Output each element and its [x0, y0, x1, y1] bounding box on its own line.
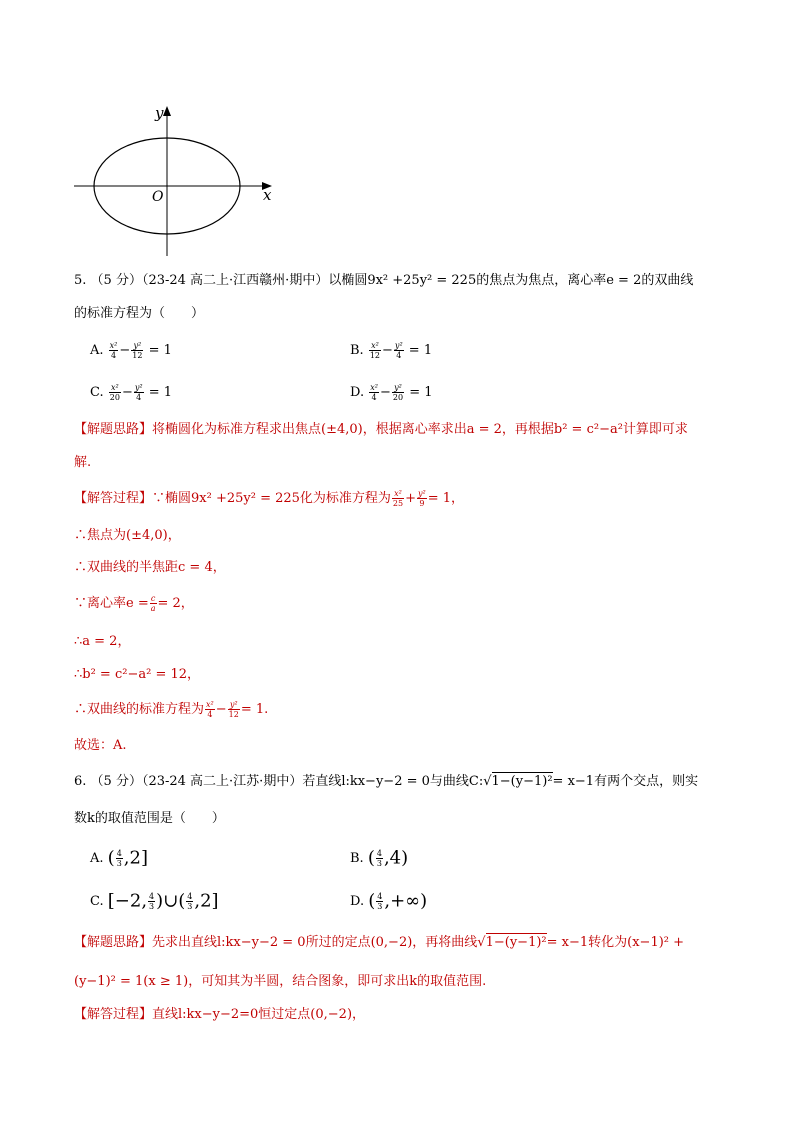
q6-option-c[interactable]: C. [−2, $\frac{4}{3}$ )∪( $\frac{4}{3}$ ,2]	[90, 890, 219, 912]
q5-answer: 故选：A.	[74, 738, 127, 753]
q5-option-a[interactable]: A. $\frac{\text{x²}}{4}$ − $\frac{\text{y²}}{12}$ = 1	[90, 341, 172, 360]
q6-option-a[interactable]: A. ( $\frac{4}{3}$ ,2]	[90, 847, 148, 869]
y-axis-arrow	[163, 106, 171, 116]
q5-idea-line1: 【解题思路】将椭圆化为标准方程求出焦点(±4,0)，根据离心率求出a = 2，再根据b² = c²−a²计算即可求	[74, 422, 688, 437]
q5-stem-line2: 的标准方程为（ ）	[74, 306, 205, 321]
q5-step4: ∴a = 2，	[74, 634, 131, 649]
q5-step5: ∴b² = c²−a² = 12，	[74, 667, 201, 682]
q5-step3: ∵离心率e = $\frac{c}{a}$ = 2，	[74, 594, 194, 613]
ellipse-figure	[66, 100, 286, 262]
q6-idea-line1: 【解题思路】先求出直线l:kx−y−2 = 0所过的定点(0,−2)，再将曲线√1−(y−1)²= x−1转化为(x−1)² +	[74, 935, 685, 950]
q6-stem-line1: 6. （5 分）（23-24 高二上·江苏·期中）若直线l:kx−y−2 = 0与曲线C:√1−(y−1)²= x−1有两个交点，则实	[74, 774, 699, 789]
q6-process-line1: 【解答过程】直线l:kx−y−2=0恒过定点(0,−2)，	[74, 1007, 366, 1022]
q6-stem-line2: 数k的取值范围是（ ）	[74, 811, 225, 826]
q6-idea-line2: (y−1)² = 1(x ≥ 1)，可知其为半圆，结合图象，即可求出k的取值范围.	[74, 974, 487, 989]
q5-stem-line1: 5. （5 分）（23-24 高二上·江西赣州·期中）以椭圆9x² +25y² = 225的焦点为焦点，离心率e = 2的双曲线	[74, 273, 694, 288]
q5-step6: ∴双曲线的标准方程为 $\frac{\text{x²}}{4}$ − $\frac{\text{y²}}{12}$ = 1.	[74, 700, 269, 719]
q6-option-b[interactable]: B. ( $\frac{4}{3}$ ,4)	[350, 847, 409, 869]
q5-step1: ∴焦点为(±4,0)，	[74, 528, 181, 543]
q5-step2: ∴双曲线的半焦距c = 4，	[74, 560, 226, 575]
q5-option-d[interactable]: D. $\frac{\text{x²}}{4}$ − $\frac{\text{y²}}{20}$ = 1	[350, 383, 433, 402]
y-axis-label: y	[155, 104, 164, 122]
q5-option-b[interactable]: B. $\frac{\text{x²}}{12}$ − $\frac{\text{y²}}{4}$ = 1	[350, 341, 433, 360]
q5-process-line1: 【解答过程】∵椭圆9x² +25y² = 225化为标准方程为 $\frac{\text{x²}}{25}$ + $\frac{\text{y²}}{9}$ = 1，	[74, 489, 465, 508]
x-axis-label: x	[263, 186, 272, 204]
origin-label: O	[152, 189, 164, 205]
q6-option-d[interactable]: D. ( $\frac{4}{3}$ ,+∞)	[350, 890, 428, 912]
q5-option-c[interactable]: C. $\frac{\text{x²}}{20}$ − $\frac{\text{y²}}{4}$ = 1	[90, 383, 173, 402]
q5-idea-line2: 解.	[74, 455, 92, 470]
